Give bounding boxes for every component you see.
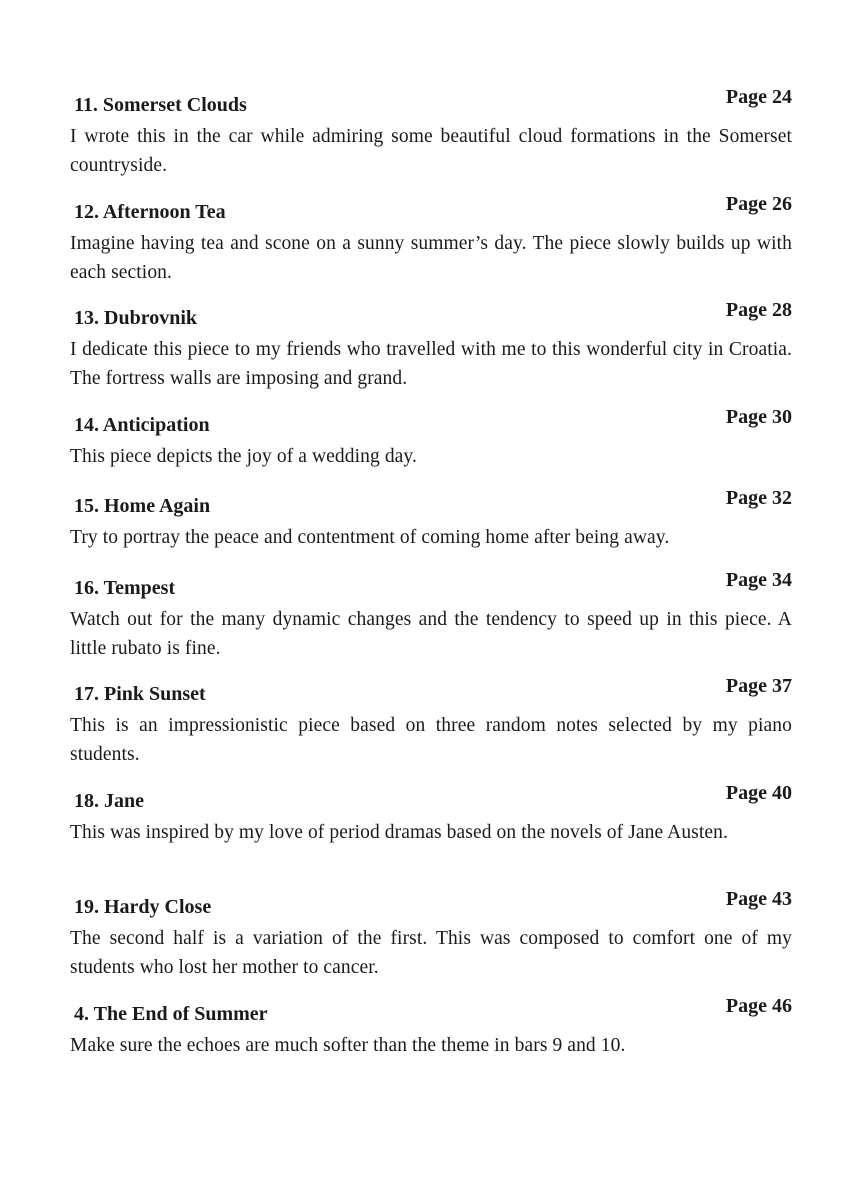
entry-title: 11. Somerset Clouds: [74, 94, 247, 116]
entry-description: This piece depicts the joy of a wedding day.: [70, 446, 417, 467]
entry-somerset-clouds: [70, 86, 792, 180]
entry-title: 4. The End of Summer: [74, 1003, 268, 1025]
entry-header: [70, 782, 792, 818]
entry-header: [70, 193, 792, 229]
entry-page-number: Page 34: [725, 569, 792, 591]
entry-pink-sunset: [70, 675, 792, 769]
entry-afternoon-tea: [70, 193, 792, 287]
entry-jane: [70, 782, 792, 847]
entry-header: [70, 675, 792, 711]
entry-tempest: [70, 569, 792, 663]
entry-description: Watch out for the many dynamic changes and the tendency to speed up in this piece. A little rubato is fine.: [70, 609, 792, 659]
entry-page-number: Page 24: [725, 86, 792, 108]
entry-page-number: Page 28: [725, 299, 792, 321]
entry-description: Try to portray the peace and contentment of coming home after being away.: [70, 527, 670, 548]
entry-description: The second half is a variation of the first. This was composed to comfort one of my students who lost her mother to cancer.: [70, 928, 792, 978]
entry-description: I wrote this in the car while admiring some beautiful cloud formations in the Somerset countryside.: [70, 126, 792, 176]
entry-title: 14. Anticipation: [74, 414, 210, 436]
entry-header: [70, 888, 792, 924]
entry-page-number: Page 37: [725, 675, 792, 697]
entry-description: I dedicate this piece to my friends who travelled with me to this wonderful city in Croatia. The fortress walls are imposing and grand.: [70, 339, 792, 389]
entry-title: 16. Tempest: [74, 577, 176, 599]
entry-title: 12. Afternoon Tea: [74, 201, 226, 223]
entry-anticipation: [70, 406, 792, 471]
entry-page-number: Page 32: [725, 487, 792, 509]
entry-page-number: Page 46: [725, 995, 792, 1017]
entry-page-number: Page 30: [725, 406, 792, 428]
entry-header: [70, 406, 792, 442]
entry-hardy-close: [70, 888, 792, 982]
entry-page-number: Page 26: [725, 193, 792, 215]
entry-title: 19. Hardy Close: [74, 896, 212, 918]
entry-description: Imagine having tea and scone on a sunny summer’s day. The piece slowly builds up with each section.: [70, 233, 792, 283]
entry-header: [70, 487, 792, 523]
entry-description: This is an impressionistic piece based on three random notes selected by my piano students.: [70, 715, 792, 765]
entry-the-end-of-summer: [70, 995, 792, 1060]
entry-page-number: Page 40: [725, 782, 792, 804]
entry-title: 17. Pink Sunset: [74, 683, 206, 705]
entry-header: [70, 299, 792, 335]
entry-description: This was inspired by my love of period dramas based on the novels of Jane Austen.: [70, 822, 728, 843]
entry-title: 13. Dubrovnik: [74, 307, 198, 329]
entry-home-again: [70, 487, 792, 552]
entry-header: [70, 86, 792, 122]
entry-description: Make sure the echoes are much softer than the theme in bars 9 and 10.: [70, 1035, 626, 1056]
entry-dubrovnik: [70, 299, 792, 393]
entry-title: 18. Jane: [74, 790, 144, 812]
entry-header: [70, 995, 792, 1031]
entry-page-number: Page 43: [725, 888, 792, 910]
entry-title: 15. Home Again: [74, 495, 211, 517]
entry-header: [70, 569, 792, 605]
